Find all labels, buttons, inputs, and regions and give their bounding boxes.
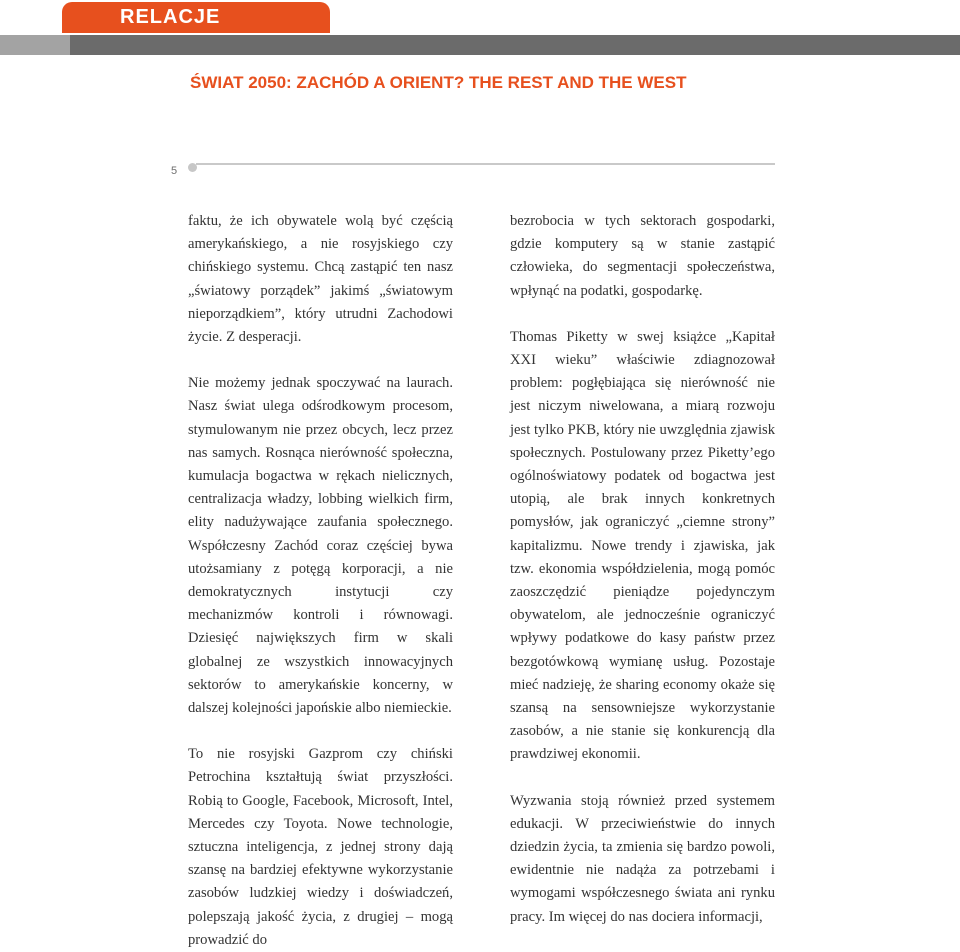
right-column: [510, 210, 775, 929]
header-bar: [0, 35, 960, 55]
header-bar-accent: [0, 35, 70, 55]
paragraph: To nie rosyjski Gazprom czy chiński Petrochina kształtują świat przyszłości. Robią to Google, Facebook, Microsoft, Intel, Mercedes czy Toyota. Nowe technologie, sztuczna inteligencja, z jednej strony dają szansę na bardziej efektywne wykorzystanie zasobów ludzkiej wiedzy i doświadczeń, polepszają jakość życia, z drugiej – mogą prowadzić do: [188, 746, 453, 948]
page-number: 5: [171, 165, 178, 177]
paragraph: bezrobocia w tych sektorach gospodarki, gdzie komputery są w stanie zastąpić człowieka, do segmentacji społeczeństwa, wpłynąć na podatki, gospodarkę.: [510, 213, 775, 299]
paragraph: Wyzwania stoją również przed systemem edukacji. W przeciwieństwie do innych dziedzin życia, ta zmienia się bardzo powoli, ewidentnie nie nadąża za potrzebami i wymogami współczesnego świata ani rynku pracy. Im więcej do nas dociera informacji,: [510, 792, 775, 925]
paragraph: Thomas Piketty w swej książce „Kapitał XXI wieku” właściwie zdiagnozował problem: pogłębiająca się nierówność nie jest niczym niwelowana, a miarą rozwoju jest tylko PKB, który nie uwzględnia zjawisk społecznych. Postulowany przez Piketty’ego ogólnoświatowy podatek od bogactwa jest utopią, ale brak innych konkretnych pomysłów, jak ograniczyć „ciemne strony” kapitalizmu. Nowe trendy i zjawiska, jak tzw. ekonomia współdzielenia, mogą pomóc zaoszczędzić pieniądze pojedynczym obywatelom, ale jednocześnie ograniczyć wpływy podatkowe do kasy państw przez bezgotówkową wymianę usług. Pozostaje mieć nadzieję, że sharing economy okaże się szansą na sensowniejsze wykorzystanie zasobów, a nie stanie się konkurencją dla prawdziwej ekonomii.: [510, 328, 775, 763]
left-column: [188, 210, 453, 952]
paragraph: faktu, że ich obywatele wolą być częścią amerykańskiego, a nie rosyjskiego czy chińskiego systemu. Chcą zastąpić ten nasz „światowy porządek” jakimś „światowym nieporządkiem”, który utrudni Zachodowi życie. Z desperacji.: [188, 213, 453, 346]
section-tab-relacje: RELACJE: [62, 2, 330, 33]
article-title: ŚWIAT 2050: ZACHÓD A ORIENT? THE REST AND THE WEST: [190, 73, 687, 92]
page-rule: [196, 163, 775, 165]
paragraph: Nie możemy jednak spoczywać na laurach. Nasz świat ulega odśrodkowym procesom, stymulowanym nie przez obcych, lecz przez nas samych. Rosnąca nierówność społeczna, kumulacja bogactwa w rękach nielicznych, centralizacja władzy, lobbing wielkich firm, elity nadużywające zaufania społecznego. Współczesny Zachód coraz częściej bywa utożsamiany z potęgą korporacji, a nie demokratycznych instytucji czy mechanizmów kontroli i równowagi. Dziesięć największych firm w skali globalnej ze wszystkich innowacyjnych sektorów to amerykańskie koncerny, w dalszej kolejności japońskie albo niemieckie.: [188, 375, 453, 717]
